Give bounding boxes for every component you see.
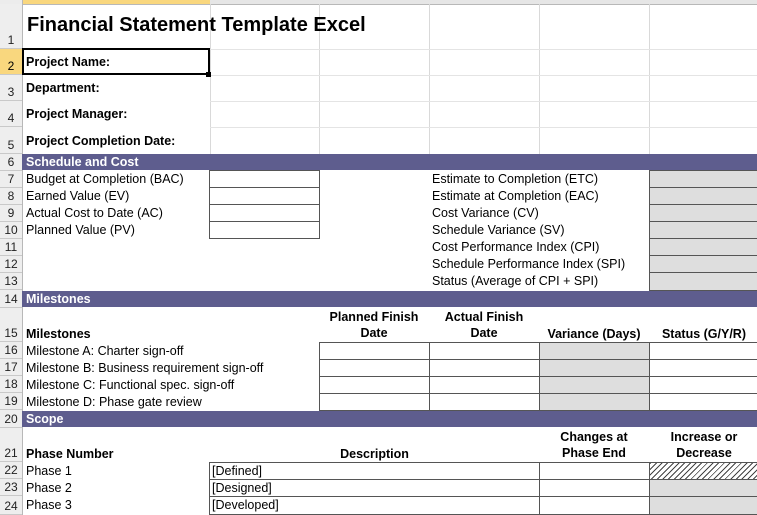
planned-finish-cell[interactable] — [319, 376, 430, 394]
row-number[interactable]: 23 — [0, 479, 22, 496]
row-number[interactable]: 1 — [0, 4, 22, 49]
row-number[interactable]: 7 — [0, 171, 22, 188]
actual-finish-header[interactable] — [429, 309, 539, 341]
changes-header-line2: Phase End — [562, 446, 626, 460]
row-number-selected[interactable]: 2 — [0, 49, 22, 75]
increase-decrease-cell[interactable] — [649, 496, 757, 515]
actual-finish-cell[interactable] — [429, 393, 540, 411]
fill-handle[interactable] — [206, 72, 211, 77]
row-number[interactable]: 16 — [0, 342, 22, 359]
project-name-label[interactable]: Project Name: — [26, 55, 111, 69]
sv-label[interactable]: Schedule Variance (SV) — [432, 223, 565, 237]
changes-at-phase-end-header[interactable] — [539, 429, 649, 461]
row-number[interactable]: 18 — [0, 376, 22, 393]
row-number[interactable]: 17 — [0, 359, 22, 376]
row-number[interactable]: 13 — [0, 273, 22, 290]
row-number[interactable]: 22 — [0, 462, 22, 479]
variance-header[interactable]: Variance (Days) — [547, 327, 641, 341]
description-header[interactable]: Description — [340, 447, 409, 461]
increase-header-line1: Increase or — [670, 430, 738, 444]
variance-cell[interactable] — [539, 393, 650, 411]
actual-finish-cell[interactable] — [429, 376, 540, 394]
phase-description-text: [Designed] — [212, 481, 272, 495]
phase-description-text: [Defined] — [212, 464, 263, 478]
increase-decrease-cell[interactable] — [649, 479, 757, 497]
planned-finish-header-line2: Date — [360, 326, 388, 340]
row-number[interactable]: 14 — [0, 290, 22, 308]
row-number[interactable]: 5 — [0, 127, 22, 154]
gridline — [210, 75, 757, 76]
status-cell[interactable] — [649, 376, 757, 394]
ac-label[interactable]: Actual Cost to Date (AC) — [26, 206, 163, 220]
gridline — [429, 4, 430, 154]
scope-band[interactable]: Scope — [22, 411, 757, 427]
pv-input-cell[interactable] — [209, 221, 320, 239]
milestone-row-label[interactable]: Milestone C: Functional spec. sign-off — [26, 378, 235, 392]
row-number[interactable]: 20 — [0, 410, 22, 428]
selected-column-header[interactable] — [22, 0, 210, 4]
phase-description-cell[interactable] — [209, 462, 540, 480]
milestone-row-label[interactable]: Milestone A: Charter sign-off — [26, 344, 184, 358]
phase-description-cell[interactable] — [209, 496, 540, 515]
ev-label[interactable]: Earned Value (EV) — [26, 189, 130, 203]
sheet-title[interactable]: Financial Statement Template Excel — [27, 14, 366, 36]
ac-input-cell[interactable] — [209, 204, 320, 222]
changes-cell[interactable] — [539, 496, 650, 515]
department-label[interactable]: Department: — [26, 81, 100, 95]
phase-label[interactable]: Phase 3 — [26, 498, 72, 512]
actual-finish-header-line1: Actual Finish — [444, 310, 524, 324]
schedule-cost-band[interactable]: Schedule and Cost — [22, 154, 757, 170]
gridline — [539, 4, 540, 154]
actual-finish-cell[interactable] — [429, 359, 540, 377]
variance-cell[interactable] — [539, 342, 650, 360]
planned-finish-cell[interactable] — [319, 342, 430, 360]
row-number[interactable]: 21 — [0, 428, 22, 462]
status-cell[interactable] — [649, 342, 757, 360]
planned-finish-header[interactable] — [319, 309, 429, 341]
planned-finish-cell[interactable] — [319, 393, 430, 411]
milestone-row-label[interactable]: Milestone B: Business requirement sign-off — [26, 361, 264, 375]
changes-header-line1: Changes at — [560, 430, 628, 444]
gridline — [210, 127, 757, 128]
gridline — [210, 101, 757, 102]
planned-finish-cell[interactable] — [319, 359, 430, 377]
pv-label[interactable]: Planned Value (PV) — [26, 223, 135, 237]
gridline — [210, 49, 757, 50]
actual-finish-header-line2: Date — [470, 326, 498, 340]
row-number[interactable]: 10 — [0, 222, 22, 239]
etc-value-cell[interactable] — [649, 170, 757, 188]
status-cell[interactable] — [649, 393, 757, 411]
increase-decrease-cell[interactable] — [649, 462, 757, 480]
status-cell[interactable] — [649, 359, 757, 377]
row-number[interactable]: 19 — [0, 393, 22, 410]
row-number[interactable]: 12 — [0, 256, 22, 273]
status-header[interactable]: Status (G/Y/R) — [661, 327, 747, 341]
variance-cell[interactable] — [539, 359, 650, 377]
row-number[interactable]: 8 — [0, 188, 22, 205]
spi-value-cell[interactable] — [649, 255, 757, 273]
phase-label[interactable]: Phase 2 — [26, 481, 72, 495]
ev-input-cell[interactable] — [209, 187, 320, 205]
column-header-strip[interactable] — [22, 0, 757, 5]
bac-input-cell[interactable] — [209, 170, 320, 188]
variance-cell[interactable] — [539, 376, 650, 394]
status-value-cell[interactable] — [649, 272, 757, 291]
cv-value-cell[interactable] — [649, 204, 757, 222]
project-completion-label[interactable]: Project Completion Date: — [26, 134, 176, 148]
row-number[interactable]: 15 — [0, 308, 22, 342]
increase-header-line2: Decrease — [676, 446, 732, 460]
etc-label[interactable]: Estimate to Completion (ETC) — [432, 172, 599, 186]
gridline — [649, 4, 650, 154]
milestones-column-header[interactable]: Milestones — [26, 327, 91, 341]
spi-label[interactable]: Schedule Performance Index (SPI) — [432, 257, 626, 271]
actual-finish-cell[interactable] — [429, 342, 540, 360]
milestone-row-label[interactable]: Milestone D: Phase gate review — [26, 395, 202, 409]
changes-cell[interactable] — [539, 462, 650, 480]
sv-value-cell[interactable] — [649, 221, 757, 239]
row-number[interactable]: 24 — [0, 496, 22, 515]
row-number[interactable]: 3 — [0, 75, 22, 101]
phase-description-text: [Developed] — [212, 498, 279, 512]
cpi-label[interactable]: Cost Performance Index (CPI) — [432, 240, 600, 254]
cv-label[interactable]: Cost Variance (CV) — [432, 206, 539, 220]
row-number[interactable]: 11 — [0, 239, 22, 256]
phase-label[interactable]: Phase 1 — [26, 464, 72, 478]
row-number[interactable]: 9 — [0, 205, 22, 222]
planned-finish-header-line1: Planned Finish — [329, 310, 419, 324]
eac-label[interactable]: Estimate at Completion (EAC) — [432, 189, 599, 203]
increase-decrease-header[interactable] — [649, 429, 757, 461]
phase-description-cell[interactable] — [209, 479, 540, 497]
project-manager-label[interactable]: Project Manager: — [26, 107, 128, 121]
status-avg-label[interactable]: Status (Average of CPI + SPI) — [432, 274, 599, 288]
row-number[interactable]: 6 — [0, 154, 22, 171]
bac-label[interactable]: Budget at Completion (BAC) — [26, 172, 184, 186]
milestones-band[interactable]: Milestones — [22, 291, 757, 307]
changes-cell[interactable] — [539, 479, 650, 497]
phase-number-header[interactable]: Phase Number — [26, 447, 114, 461]
active-cell-selection[interactable] — [22, 48, 210, 75]
eac-value-cell[interactable] — [649, 187, 757, 205]
row-number[interactable]: 4 — [0, 101, 22, 127]
cpi-value-cell[interactable] — [649, 238, 757, 256]
